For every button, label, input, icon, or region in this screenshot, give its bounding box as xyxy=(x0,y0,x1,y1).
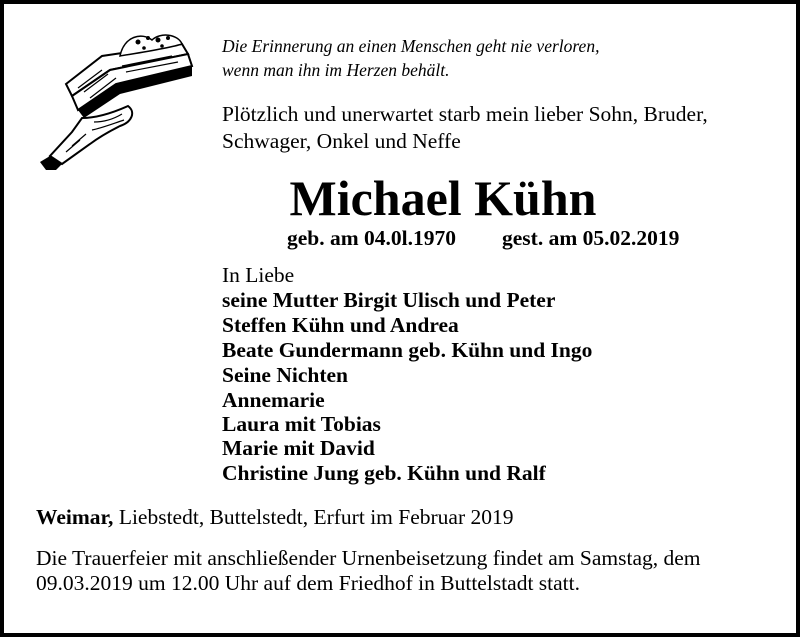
funeral-notice-line-2: 09.03.2019 um 12.00 Uhr auf dem Friedhof in Buttelstadt statt. xyxy=(36,571,581,595)
intro-line-1: Plötzlich und unerwartet starb mein lieber Sohn, Bruder, xyxy=(222,102,708,126)
place-city: Weimar, xyxy=(36,505,114,529)
mourner-line: Steffen Kühn und Andrea xyxy=(222,313,459,337)
mourners-heading: In Liebe xyxy=(222,263,295,287)
quote-line-1: Die Erinnerung an einen Menschen geht nie verloren, xyxy=(222,36,600,56)
mourner-line: Laura mit Tobias xyxy=(222,412,381,436)
mourner-line: Seine Nichten xyxy=(222,363,349,387)
mourner-line: seine Mutter Birgit Ulisch und Peter xyxy=(222,288,556,312)
hand-holding-book-icon xyxy=(32,26,204,170)
death-date: gest. am 05.02.2019 xyxy=(502,226,680,250)
place-and-date xyxy=(36,504,514,530)
intro-line-2: Schwager, Onkel und Neffe xyxy=(222,129,461,153)
mourner-line: Beate Gundermann geb. Kühn und Ingo xyxy=(222,338,593,362)
quote-line-2: wenn man ihn im Herzen behält. xyxy=(222,60,450,80)
mourner-line: Annemarie xyxy=(222,388,325,412)
mourner-line: Christine Jung geb. Kühn und Ralf xyxy=(222,461,546,485)
birth-date: geb. am 04.0l.1970 xyxy=(287,226,457,250)
mourner-line: Marie mit David xyxy=(222,436,375,460)
deceased-name: Michael Kühn xyxy=(289,170,597,226)
place-rest: Liebstedt, Buttelstedt, Erfurt im Februar 2019 xyxy=(113,505,514,529)
funeral-notice-line-1: Die Trauerfeier mit anschließender Urnenbeisetzung findet am Samstag, dem xyxy=(36,546,701,570)
